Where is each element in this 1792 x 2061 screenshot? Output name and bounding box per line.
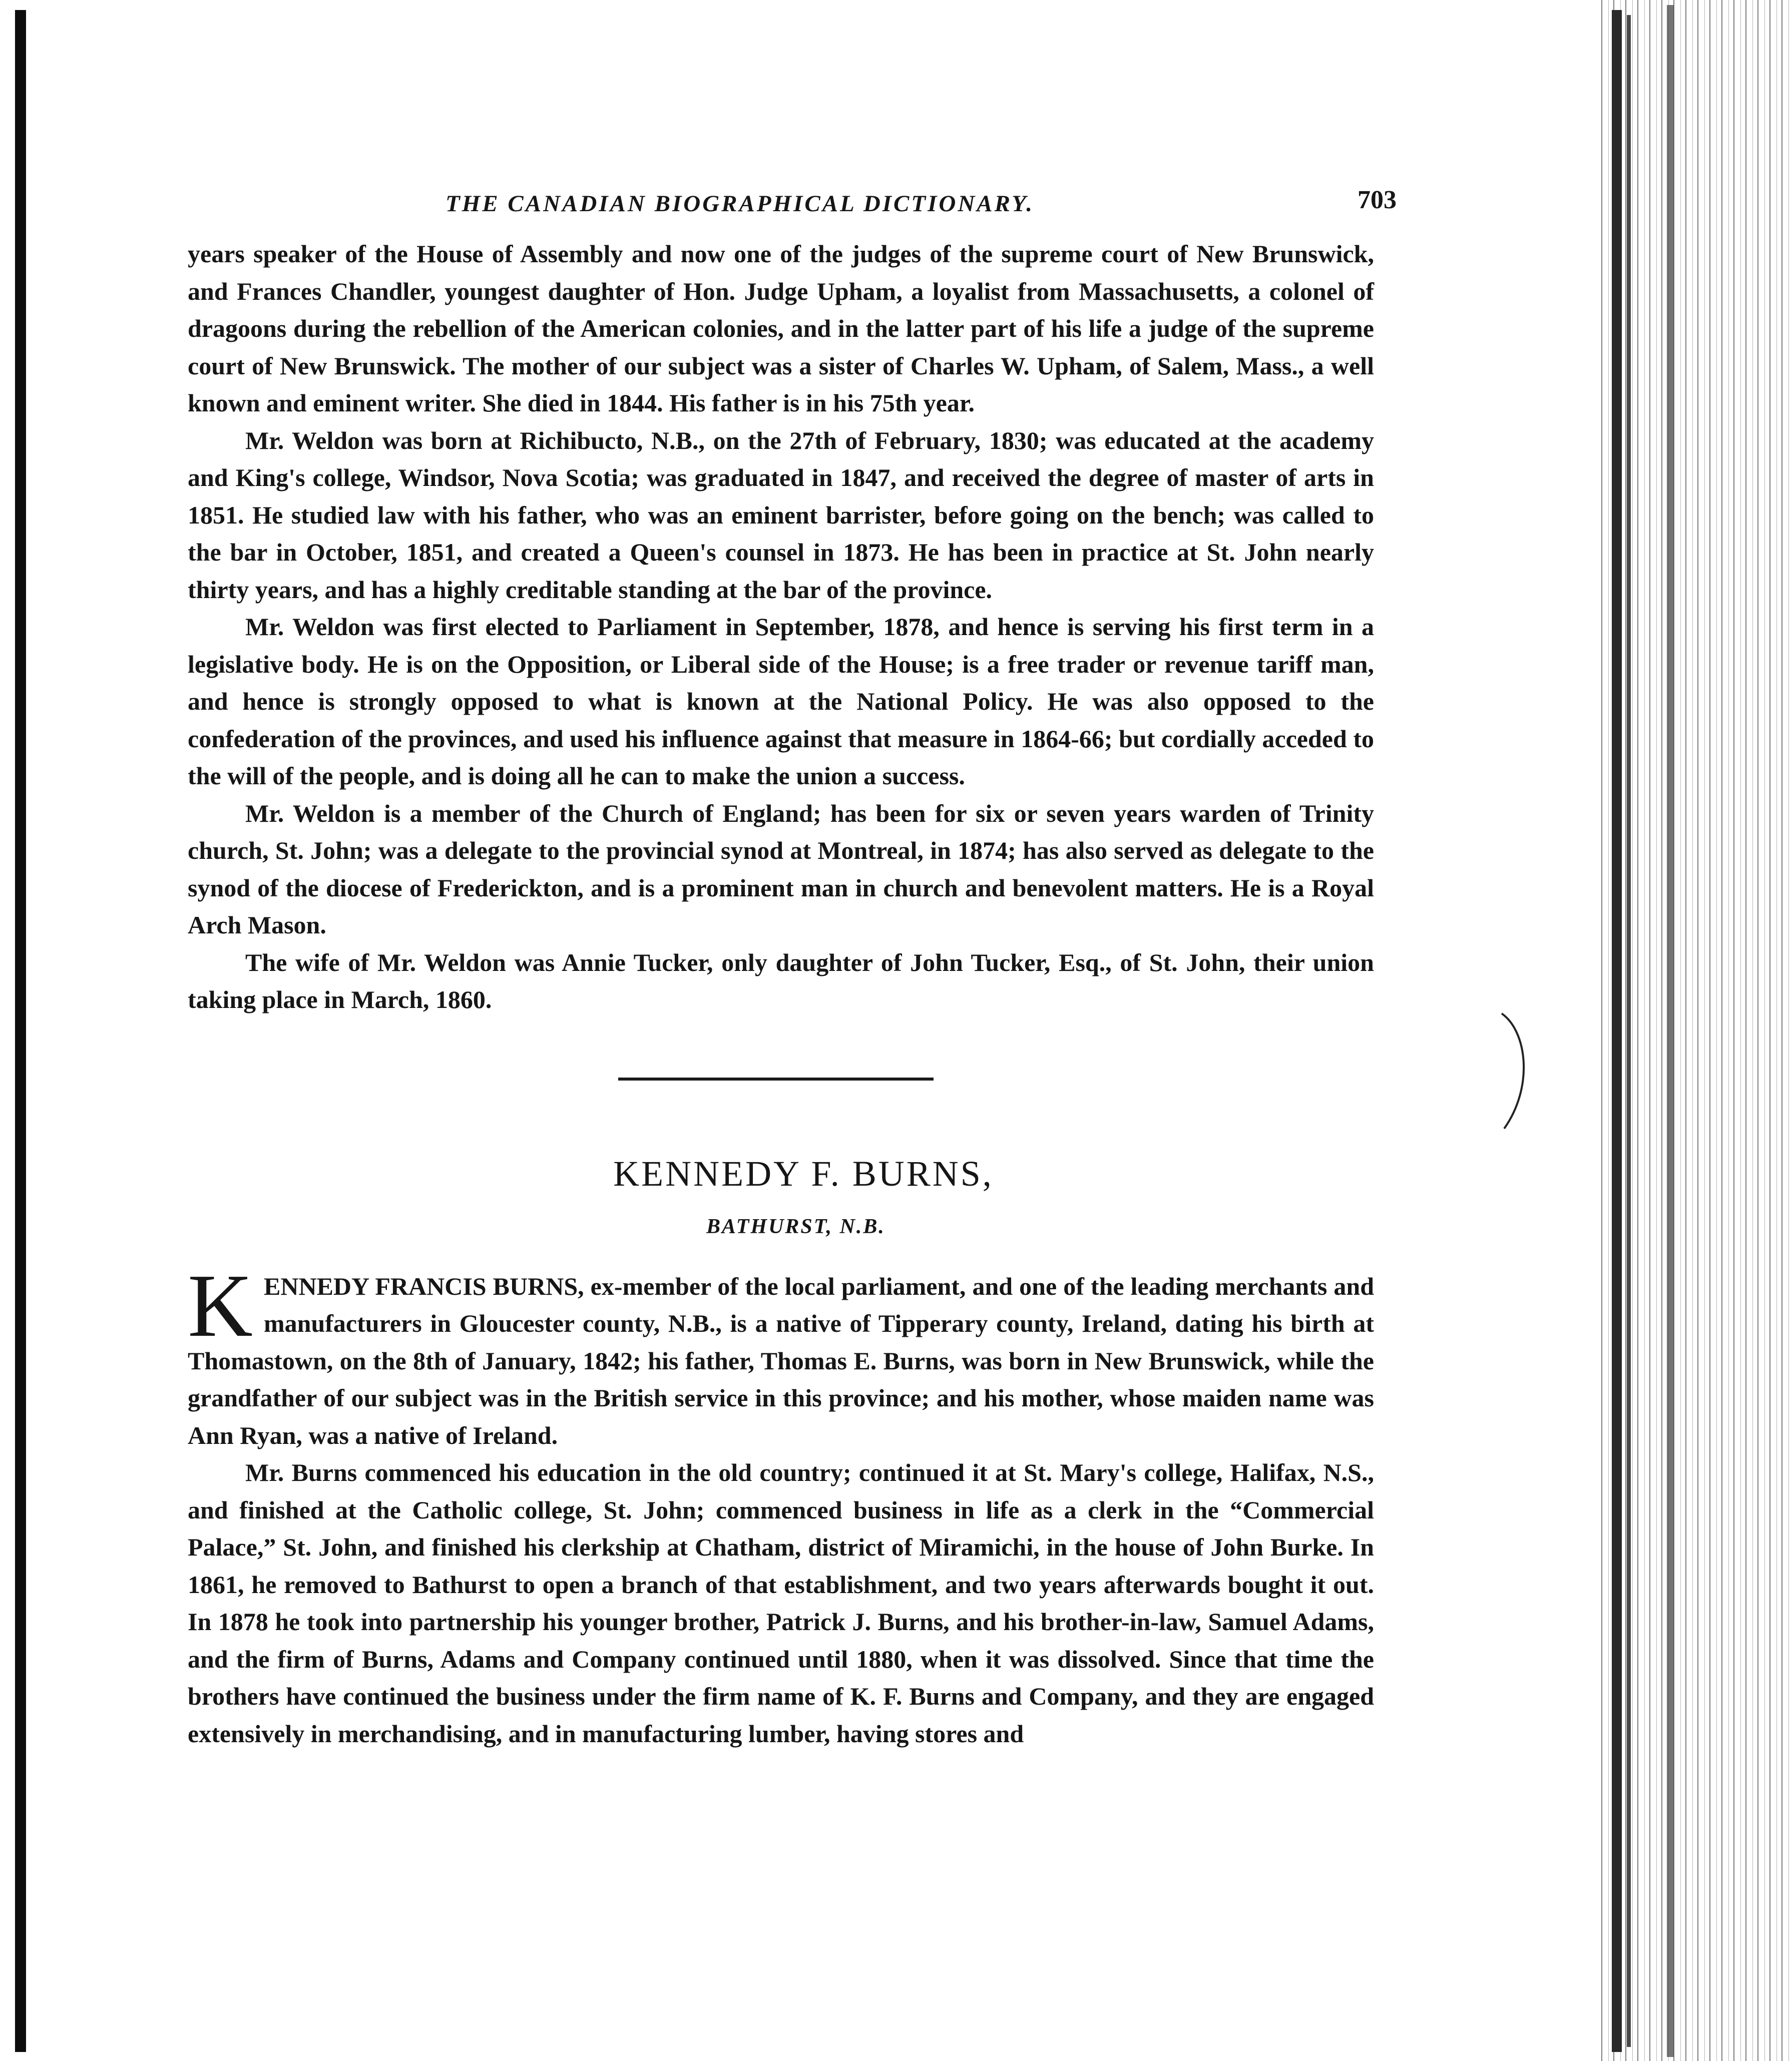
book-page bbox=[188, 180, 1397, 1752]
paragraph: Mr. Weldon was first elected to Parliament in September, 1878, and hence is serving his first term in a legislative body. He is on the Opposition, or Liberal side of the House; is a free trader or revenue tariff man, and hence is strongly opposed to what is known at the National Policy. He was also opposed to the confederation of the provinces, and used his influence against that measure in 1864-66; but cordially acceded to the will of the people, and is doing all he can to make the union a success. bbox=[188, 613, 1374, 790]
pencil-bracket-mark bbox=[1497, 1011, 1537, 1131]
section-divider-rule bbox=[618, 1078, 934, 1081]
page-number: 703 bbox=[1358, 186, 1397, 214]
article-title: KENNEDY F. BURNS, bbox=[613, 1153, 994, 1194]
paragraph: Mr. Weldon was born at Richibucto, N.B., on the 27th of February, 1830; was educated at the academy and King's college, Windsor, Nova Scotia; was graduated in 1847, and received the degree of master of arts in 1851. He studied law with his father, who was an eminent barrister, before going on the bench; was called to the bar in October, 1851, and created a Queen's counsel in 1873. He has been in practice at St. John nearly thirty years, and has a highly creditable standing at the bar of the province. bbox=[188, 426, 1374, 604]
paragraph: The wife of Mr. Weldon was Annie Tucker, only daughter of John Tucker, Esq., of St. John, their union taking place in March, 1860. bbox=[188, 948, 1374, 1013]
running-head bbox=[188, 180, 1397, 225]
scan-binding-edge-left bbox=[15, 10, 26, 2052]
previous-article-text bbox=[188, 235, 1374, 1018]
article-subtitle: BATHURST, N.B. bbox=[706, 1215, 885, 1238]
first-paragraph bbox=[188, 1255, 1374, 1454]
paragraph: Mr. Weldon is a member of the Church of England; has been for six or seven years warden of Trinity church, St. John; was a delegate to the provincial synod at Montreal, in 1874; has also served as delegate to the synod of the diocese of Frederickton, and is a prominent man in church and benevolent matters. He is a Royal Arch Mason. bbox=[188, 799, 1374, 939]
drop-cap-letter: K bbox=[188, 1255, 253, 1355]
paragraph: Mr. Burns commenced his education in the old country; continued it at St. Mary's college, Halifax, N.S., and finished at the Catholic college, St. John; commenced business in life as a clerk in the “Commercial Palace,” St. John, and finished his clerkship at Chatham, district of Miramichi, in the house of John Burke. In 1861, he removed to Bathurst to open a branch of that establishment, and two years afterwards bought it out. In 1878 he took into partnership his younger brother, Patrick J. Burns, and his brother-in-law, Samuel Adams, and the firm of Burns, Adams and Company continued until 1880, when it was dissolved. Since that time the brothers have continued the business under the firm name of K. F. Burns and Company, and they are engaged extensively in merchandising, and in manufacturing lumber, having stores and bbox=[188, 1458, 1374, 1748]
article-body bbox=[188, 1255, 1374, 1753]
first-paragraph-text: ENNEDY FRANCIS BURNS, ex-member of the local parliament, and one of the leading merchants and manufacturers in Gloucester county, N.B., is a native of Tipperary county, Ireland, dating his birth at Thomastown, on the 8th of January, 1842; his father, Thomas E. Burns, was born in New Brunswick, while the grandfather of our subject was in the British service in this province; and his mother, whose maiden name was Ann Ryan, was a native of Ireland. bbox=[188, 1272, 1374, 1449]
running-title: THE CANADIAN BIOGRAPHICAL DICTIONARY. bbox=[445, 191, 1035, 217]
scan-page-edges-right bbox=[1597, 0, 1792, 2061]
paragraph: years speaker of the House of Assembly and now one of the judges of the supreme court of New Brunswick, and Frances Chandler, youngest daughter of Hon. Judge Upham, a loyalist from Massachusetts, a colonel of dragoons during the rebellion of the American colonies, and in the latter part of his life a judge of the supreme court of New Brunswick. The mother of our subject was a sister of Charles W. Upham, of Salem, Mass., a well known and eminent writer. She died in 1844. His father is in his 75th year. bbox=[188, 240, 1374, 417]
